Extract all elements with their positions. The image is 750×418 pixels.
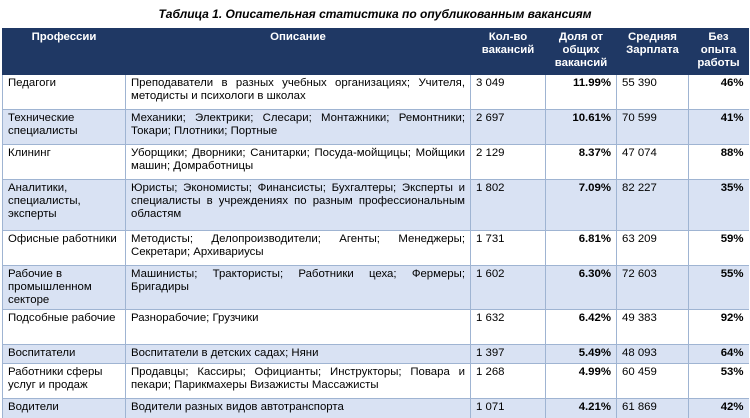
cell-salary: 48 093 [617, 345, 689, 364]
cell-share: 6.81% [546, 231, 617, 266]
cell-share: 4.99% [546, 364, 617, 399]
cell-description: Машинисты; Трактористы; Работники цеха; Фермеры; Бригадиры [126, 266, 471, 310]
cell-share: 11.99% [546, 75, 617, 110]
cell-no-experience: 55% [689, 266, 749, 310]
vacancy-statistics-table [2, 28, 749, 418]
cell-count: 1 268 [471, 364, 546, 399]
cell-salary: 47 074 [617, 145, 689, 180]
cell-profession: Водители [3, 399, 126, 418]
cell-description: Воспитатели в детских садах; Няни [126, 345, 471, 364]
cell-no-experience: 42% [689, 399, 749, 418]
cell-share: 6.30% [546, 266, 617, 310]
cell-count: 2 697 [471, 110, 546, 145]
table-row [3, 180, 749, 231]
table-row [3, 310, 749, 345]
header-profession: Профессии [3, 29, 126, 75]
cell-no-experience: 59% [689, 231, 749, 266]
cell-no-experience: 41% [689, 110, 749, 145]
cell-no-experience: 64% [689, 345, 749, 364]
cell-description: Механики; Электрики; Слесари; Монтажники; Ремонтники; Токари; Плотники; Портные [126, 110, 471, 145]
table-header-row [3, 29, 749, 75]
cell-share: 8.37% [546, 145, 617, 180]
cell-profession: Работники сферы услуг и продаж [3, 364, 126, 399]
cell-salary: 72 603 [617, 266, 689, 310]
cell-share: 6.42% [546, 310, 617, 345]
cell-profession: Аналитики, специалисты, эксперты [3, 180, 126, 231]
header-no-experience: Без опыта работы [689, 29, 749, 75]
cell-salary: 61 869 [617, 399, 689, 418]
table-row [3, 266, 749, 310]
header-salary: Средняя Зарплата [617, 29, 689, 75]
cell-salary: 55 390 [617, 75, 689, 110]
table-row [3, 145, 749, 180]
cell-count: 1 397 [471, 345, 546, 364]
table-row [3, 364, 749, 399]
cell-no-experience: 35% [689, 180, 749, 231]
cell-no-experience: 92% [689, 310, 749, 345]
cell-profession: Рабочие в промышленном секторе [3, 266, 126, 310]
header-share: Доля от общих вакансий [546, 29, 617, 75]
cell-salary: 82 227 [617, 180, 689, 231]
cell-count: 3 049 [471, 75, 546, 110]
cell-no-experience: 88% [689, 145, 749, 180]
table-row [3, 231, 749, 266]
cell-profession: Клининг [3, 145, 126, 180]
cell-share: 10.61% [546, 110, 617, 145]
cell-count: 2 129 [471, 145, 546, 180]
cell-description: Разнорабочие; Грузчики [126, 310, 471, 345]
table-caption: Таблица 1. Описательная статистика по опубликованным вакансиям [158, 7, 592, 21]
cell-count: 1 731 [471, 231, 546, 266]
cell-share: 5.49% [546, 345, 617, 364]
cell-description: Водители разных видов автотранспорта [126, 399, 471, 418]
cell-count: 1 602 [471, 266, 546, 310]
table-row [3, 110, 749, 145]
cell-description: Продавцы; Кассиры; Официанты; Инструкторы; Повара и пекари; Парикмахеры Визажисты Массажисты [126, 364, 471, 399]
cell-profession: Офисные работники [3, 231, 126, 266]
cell-description: Юристы; Экономисты; Финансисты; Бухгалтеры; Эксперты и специалисты в учреждениях по разным профессиональным областям [126, 180, 471, 231]
cell-salary: 60 459 [617, 364, 689, 399]
cell-no-experience: 46% [689, 75, 749, 110]
cell-profession: Педагоги [3, 75, 126, 110]
cell-salary: 70 599 [617, 110, 689, 145]
cell-count: 1 802 [471, 180, 546, 231]
cell-description: Преподаватели в разных учебных организациях; Учителя, методисты и психологи в школах [126, 75, 471, 110]
cell-count: 1 632 [471, 310, 546, 345]
cell-share: 7.09% [546, 180, 617, 231]
cell-share: 4.21% [546, 399, 617, 418]
table-row [3, 399, 749, 418]
cell-profession: Воспитатели [3, 345, 126, 364]
table-row [3, 75, 749, 110]
header-description: Описание [126, 29, 471, 75]
cell-profession: Подсобные рабочие [3, 310, 126, 345]
cell-description: Методисты; Делопроизводители; Агенты; Менеджеры; Секретари; Архивариусы [126, 231, 471, 266]
table-row [3, 345, 749, 364]
cell-no-experience: 53% [689, 364, 749, 399]
cell-salary: 63 209 [617, 231, 689, 266]
cell-salary: 49 383 [617, 310, 689, 345]
cell-description: Уборщики; Дворники; Санитарки; Посуда-мойщицы; Мойщики машин; Домработницы [126, 145, 471, 180]
header-count: Кол-во вакансий [471, 29, 546, 75]
cell-profession: Технические специалисты [3, 110, 126, 145]
cell-count: 1 071 [471, 399, 546, 418]
